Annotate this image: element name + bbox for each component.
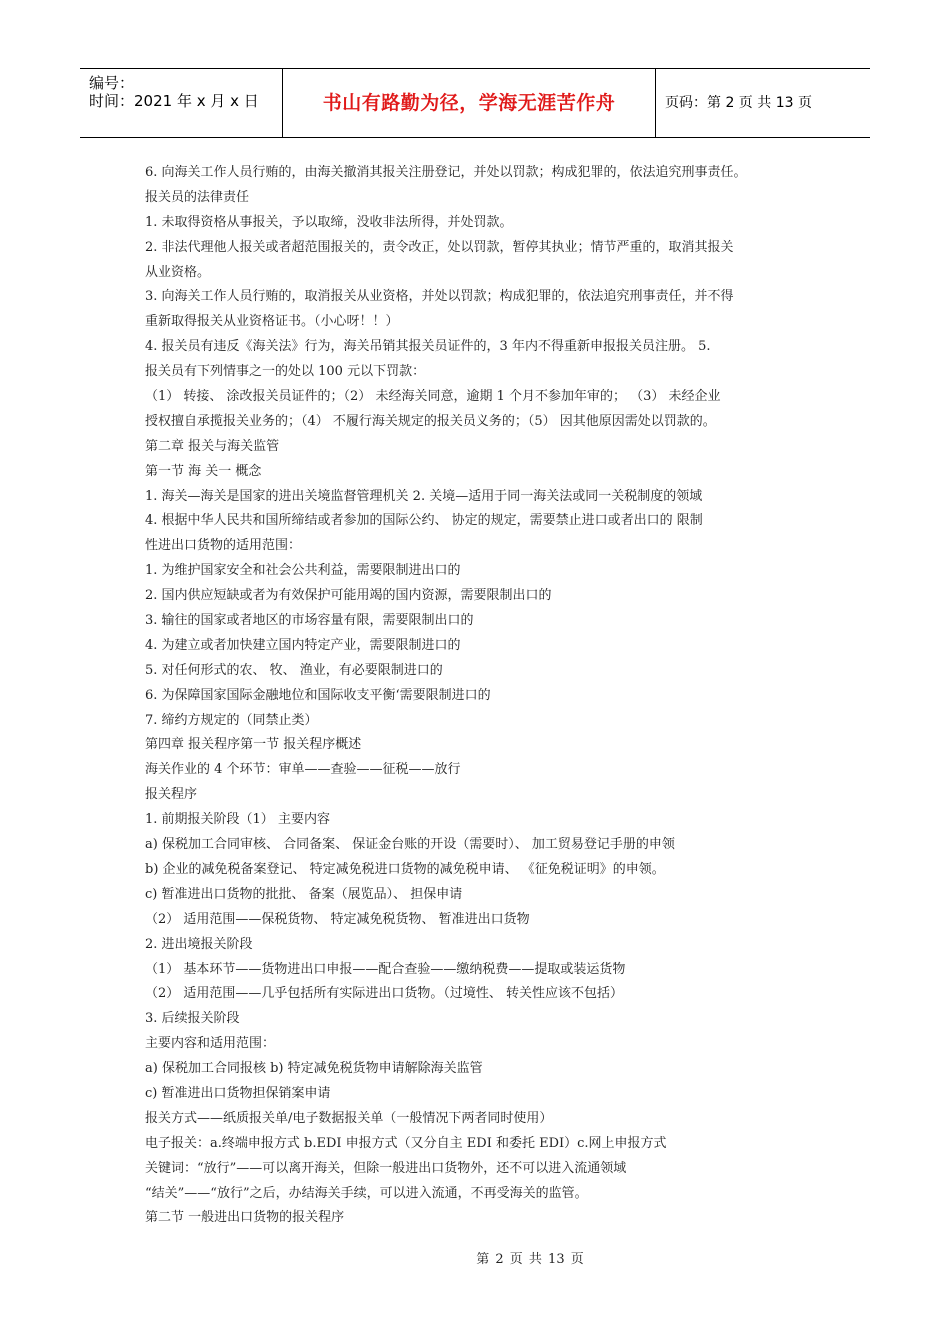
body-line: 2. 国内供应短缺或者为有效保护可能用竭的国内资源，需要限制出口的: [145, 588, 552, 604]
body-line: 2. 进出境报关阶段: [145, 936, 253, 952]
body-line: 4. 根据中华人民共和国所缔结或者参加的国际公约、 协定的规定，需要禁止进口或者出口的 限制: [145, 513, 703, 529]
body-line: （1） 基本环节——货物进出口申报——配合查验——缴纳税费——提取或装运货物: [145, 961, 626, 977]
body-line: 4. 报关员有违反《海关法》行为，海关吊销其报关员证件的，3 年内不得重新申报报关员注册。 5.: [145, 339, 711, 355]
body-line: c) 暂准进出口货物担保销案申请: [145, 1085, 331, 1101]
body-line: 关键词：“放行”——可以离开海关，但除一般进出口货物外，还不可以进入流通领域: [145, 1160, 627, 1176]
header-page-info: 页码：第 2 页 共 13 页: [665, 95, 812, 111]
body-line: 主要内容和适用范围：: [145, 1036, 276, 1052]
document-body: [145, 161, 825, 1231]
body-line: a) 保税加工合同审核、 合同备案、 保证金台账的开设（需要时）、 加工贸易登记手册的申领: [145, 837, 675, 853]
page-footer: 第 2 页 共 13 页: [476, 1252, 584, 1267]
body-line: 3. 向海关工作人员行贿的，取消报关从业资格，并处以罚款；构成犯罪的，依法追究刑事责任，并不得: [145, 289, 734, 305]
header-motto: 书山有路勤为径，学海无涯苦作舟: [283, 69, 656, 137]
body-line: 第二章 报关与海关监管: [145, 438, 280, 454]
body-line: 3. 输往的国家或者地区的市场容量有限，需要限制出口的: [145, 613, 474, 629]
page-header: [80, 68, 870, 138]
body-line: 第二节 一般进出口货物的报关程序: [145, 1210, 345, 1226]
header-meta-cell: [80, 69, 283, 137]
body-line: 5. 对任何形式的农、 牧、 渔业，有必要限制进口的: [145, 662, 443, 678]
document-date-label: 时间：2021 年 x 月 x 日: [89, 92, 259, 110]
body-line: 1. 海关—海关是国家的进出关境监督管理机关 2. 关境—适用于同一海关法或同一关税制度的领域: [145, 488, 703, 504]
body-line: （1） 转接、 涂改报关员证件的；（2） 未经海关同意，逾期 1 个月不参加年审的； （3） 未经企业: [145, 389, 721, 405]
body-line: b) 企业的减免税备案登记、 特定减免税进口货物的减免税申请、 《征免税证明》的申领。: [145, 861, 665, 877]
body-line: 海关作业的 4 个环节：审单——查验——征税——放行: [145, 762, 461, 778]
body-line: 1. 前期报关阶段（1） 主要内容: [145, 812, 330, 828]
body-line: 1. 为维护国家安全和社会公共利益，需要限制进出口的: [145, 563, 461, 579]
body-line: 报关方式——纸质报关单/电子数据报关单（一般情况下两者同时使用）: [145, 1110, 553, 1126]
body-line: 6. 为保障国家国际金融地位和国际收支平衡‘需要限制进口的: [145, 687, 491, 703]
body-line: 授权擅自承揽报关业务的；（4） 不履行海关规定的报关员义务的；（5） 因其他原因需处以罚款的。: [145, 413, 716, 429]
body-line: 报关员的法律责任: [145, 189, 250, 205]
body-line: 从业资格。: [145, 264, 211, 280]
body-line: 7. 缔约方规定的（同禁止类）: [145, 712, 318, 728]
body-line: 报关员有下列情事之一的处以 100 元以下罚款：: [145, 364, 426, 380]
body-line: 重新取得报关从业资格证书。（小心呀！！）: [145, 314, 399, 330]
document-number-label: 编号：: [89, 74, 135, 92]
body-line: （2） 适用范围——保税货物、 特定减免税货物、 暂准进出口货物: [145, 911, 530, 927]
body-line: c) 暂准进出口货物的批批、 备案（展览品）、 担保申请: [145, 886, 463, 902]
body-line: a) 保税加工合同报核 b) 特定减免税货物申请解除海关监管: [145, 1061, 483, 1077]
body-line: 6. 向海关工作人员行贿的，由海关撤消其报关注册登记，并处以罚款；构成犯罪的，依法追究刑事责任。: [145, 165, 747, 180]
body-line: 电子报关：a.终端申报方式 b.EDI 申报方式（又分自主 EDI 和委托 EDI）c.网上申报方式: [145, 1135, 667, 1151]
body-line: 3. 后续报关阶段: [145, 1011, 240, 1027]
body-line: 4. 为建立或者加快建立国内特定产业，需要限制进口的: [145, 637, 461, 653]
body-line: 第四章 报关程序第一节 报关程序概述: [145, 737, 362, 753]
body-line: 2. 非法代理他人报关或者超范围报关的，责令改正，处以罚款，暂停其执业；情节严重的，取消其报关: [145, 239, 734, 255]
body-line: 第一节 海 关一 概念: [145, 463, 262, 479]
body-line: 性进出口货物的适用范围：: [145, 538, 302, 554]
body-line: 1. 未取得资格从事报关，予以取缔，没收非法所得，并处罚款。: [145, 214, 513, 230]
body-line: （2） 适用范围——几乎包括所有实际进出口货物。（过境性、 转关性应该不包括）: [145, 986, 624, 1002]
body-line: “结关”——“放行”之后，办结海关手续，可以进入流通，不再受海关的监管。: [145, 1185, 588, 1201]
body-line: 报关程序: [145, 787, 198, 803]
